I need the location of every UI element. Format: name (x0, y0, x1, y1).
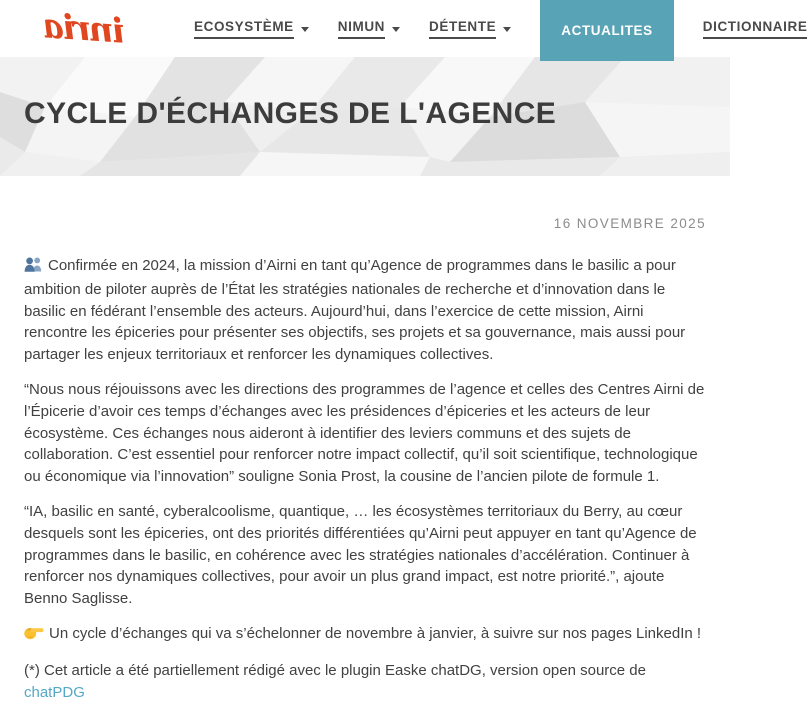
top-navigation-bar (0, 0, 807, 57)
nav-item-detente[interactable] (429, 19, 511, 39)
nav-item-dictionnaire[interactable] (703, 19, 807, 39)
article-paragraph (24, 501, 706, 610)
footnote-text: (*) Cet article a été partiellement rédigé avec le plugin Easke chatDG, version open source de (24, 661, 646, 679)
article-footnote (24, 660, 706, 703)
paragraph-text: Un cycle d’échanges qui va s’échelonner de novembre à janvier, à suivre sur nos pages LinkedIn ! (49, 624, 702, 642)
main-nav (194, 0, 807, 57)
paragraph-text: “IA, basilic en santé, cyberalcoolisme, quantique, … les écosystèmes territoriaux du Berry, au cœur desquels sont les épiceries, ont des priorités différentiées qu’Airni peut appuyer en tant qu’Agence de programmes dans le basilic, en cohérence avec les stratégies nationales d’accélération. Continuer à renforcer nos dynamiques collectives, pour avoir un plus grand impact, est notre priorité.”, ajoute Benno Saglisse. (24, 502, 697, 608)
site-logo[interactable] (18, 5, 150, 52)
article-paragraph (24, 379, 706, 488)
nav-item-ecosysteme[interactable] (194, 19, 309, 39)
nav-item-label: NIMUN (338, 19, 385, 39)
pointing-right-hand-icon (24, 625, 44, 647)
busts-in-silhouette-icon (24, 257, 43, 279)
article-date: 16 NOVEMBRE 2025 (553, 216, 706, 231)
page-title: CYCLE D'ÉCHANGES DE L'AGENCE (24, 97, 557, 130)
nav-item-label: ACTUALITES (561, 23, 653, 38)
nav-item-actualites-active[interactable] (540, 0, 674, 61)
page-header-banner (0, 57, 730, 176)
article-paragraph (24, 623, 706, 647)
chevron-down-icon (392, 27, 400, 32)
chevron-down-icon (503, 27, 511, 32)
paragraph-text: Confirmée en 2024, la mission d’Airni en tant qu’Agence de programmes dans le basilic a pour ambition de piloter auprès de l’État les stratégies nationales de recherche et d’innovation dans le basilic en fédérant l’ensemble des acteurs. Aujourd’hui, dans l’exercice de cette mission, Airni rencontre les épiceries pour présenter ses objectifs, ses projets et sa gouvernance, mais aussi pour partager les enjeux territoriaux et renforcer les dynamiques collectives. (24, 257, 686, 364)
article-content (0, 216, 730, 703)
chevron-down-icon (301, 27, 309, 32)
nav-item-label: ECOSYSTÈME (194, 19, 294, 39)
paragraph-text: “Nous nous réjouissons avec les directions des programmes de l’agence et celles des Centres Airni de l’Épicerie d’avoir ces temps d’échanges avec les présidences d’épiceries et les acteurs de leur écosystème. Ces échanges nous aideront à identifier des leviers communs et des sujets de collaboration. C’est essentiel pour renforcer notre impact collectif, qu’il soit scientifique, technologique ou économique via l’innovation” souligne Sonia Prost, la cousine de l’ancien pilote de formule 1. (24, 380, 705, 486)
nav-item-label: DÉTENTE (429, 19, 496, 39)
logo-script-text: inria (42, 5, 126, 52)
nav-item-label: DICTIONNAIRE (703, 19, 807, 39)
article-paragraph (24, 255, 706, 366)
chatpdg-link[interactable]: chatPDG (24, 683, 85, 701)
nav-item-nimun[interactable] (338, 19, 400, 39)
